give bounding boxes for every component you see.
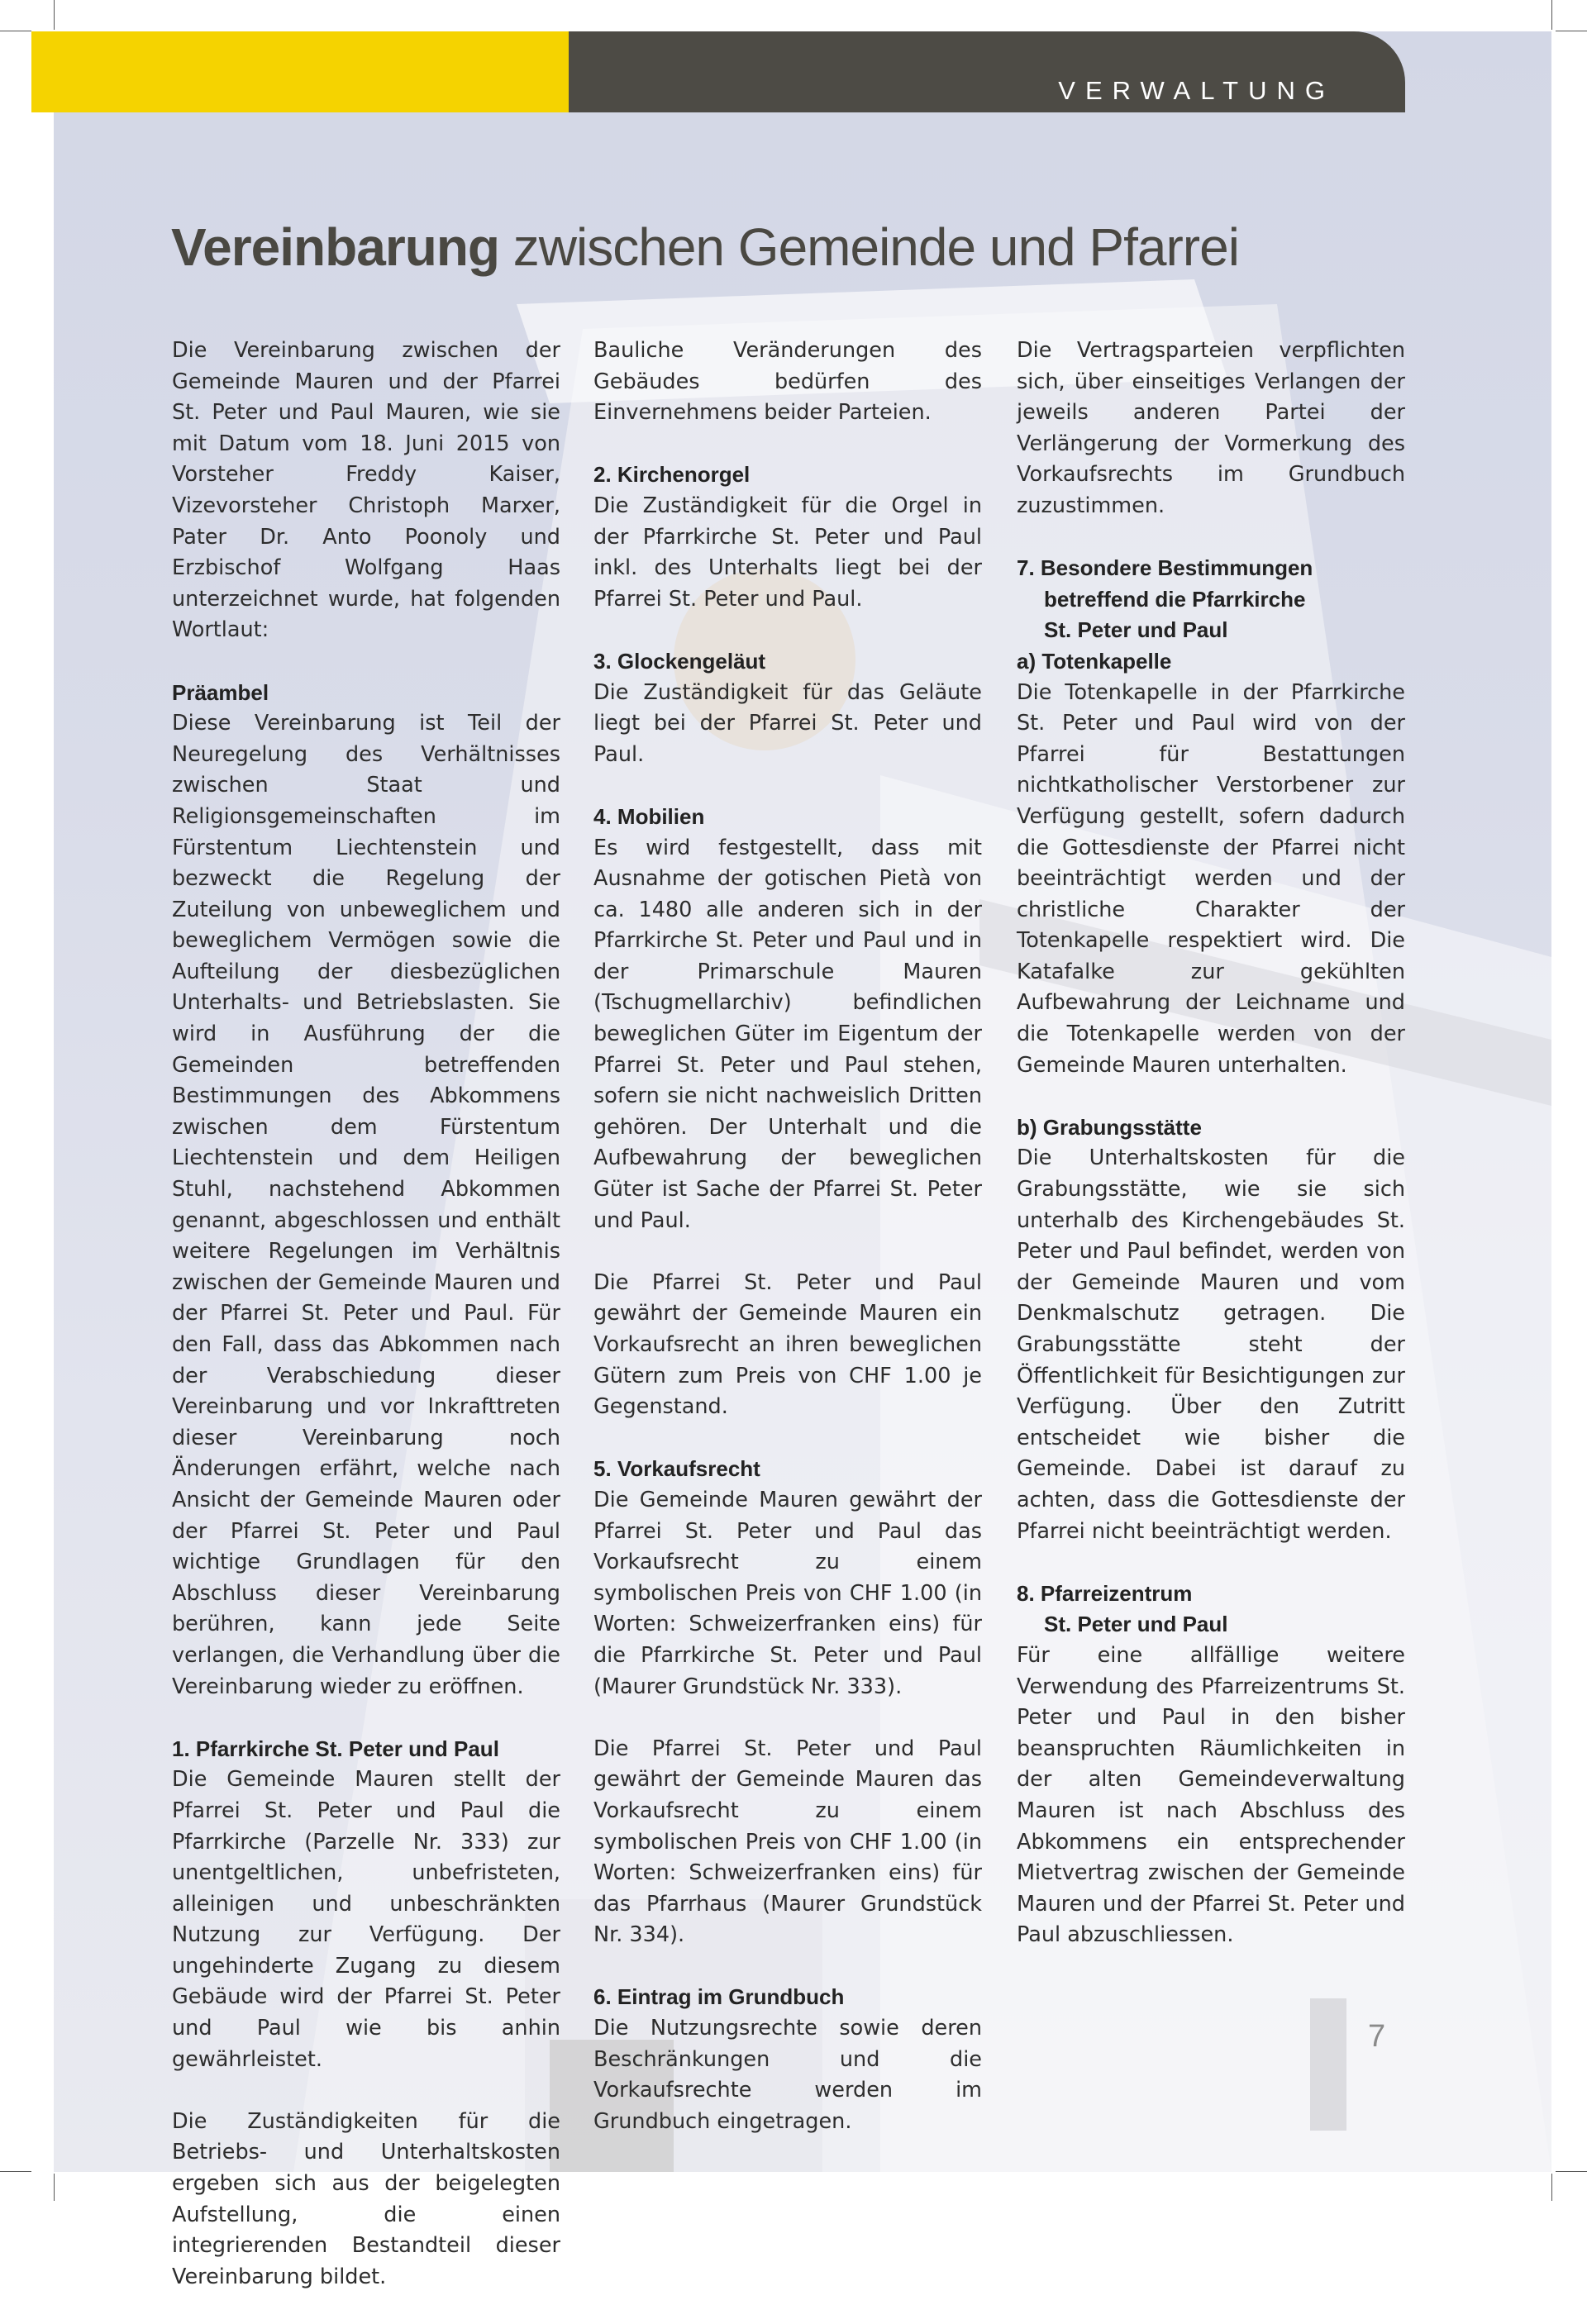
section-heading: b) Grabungsstätte xyxy=(1017,1114,1202,1140)
section-header-bar xyxy=(569,31,1405,112)
section-heading-line: 8. Pfarreizentrum xyxy=(1017,1580,1193,1606)
page-title xyxy=(171,217,1239,278)
crop-mark xyxy=(1551,2174,1552,2201)
paragraph: Die Pfarrei St. Peter und Paul gewährt der Gemeinde Mauren das Vorkaufsrecht zu einem symbolischen Preis von CHF 1.00 (in Worten: Schweizerfranken eins) für das Pfarrhaus (Maurer Grundstück Nr. 334). xyxy=(593,1736,982,1948)
crop-mark xyxy=(0,2171,31,2172)
section-heading: a) Totenkapelle xyxy=(1017,648,1172,674)
paragraph: Die Gemeinde Mauren stellt der Pfarrei St. Peter und Paul die Pfarrkirche (Parzelle Nr. 333) zur unentgeltlichen, unbefristeten, alleinigen und unbeschränkten Nutzung zur Verfügung. Der ungehinderte Zugang zu diesem Gebäude wird der Pfarrei St. Peter und Paul wie bis anhin gewährleistet. xyxy=(172,1767,560,2072)
paragraph: Die Vertragsparteien verpflichten sich, über einseitiges Verlangen der jeweils anderen Partei der Verlängerung der Vormerkung des Vorkaufsrechts im Grundbuch zuzustimmen. xyxy=(1017,338,1405,518)
crop-mark xyxy=(54,2174,55,2201)
text-column-3 xyxy=(1017,336,1405,1982)
paragraph: Die Totenkapelle in der Pfarrkirche St. Peter und Paul wird von der Pfarrei für Bestattungen nichtkatholischer Verstorbener zur Verfügung gestellt, sofern dadurch die Gottesdienste der Pfarrei nicht beeinträchtigt werden und der christliche Charakter der Totenkapelle respektiert wird. Die Katafalke zur gekühlten Aufbewahrung der Leichname und die Totenkapelle werden von der Gemeinde Mauren unterhalten. xyxy=(1017,679,1405,1078)
paragraph: Die Pfarrei St. Peter und Paul gewährt der Gemeinde Mauren ein Vorkaufsrecht an ihren beweglichen Gütern zum Preis von CHF 1.00 je Gegenstand. xyxy=(593,1269,982,1420)
section-label: VERWALTUNG xyxy=(1058,76,1335,105)
section-heading-line: betreffend die Pfarrkirche xyxy=(1044,586,1306,612)
section-heading: 3. Glockengeläut xyxy=(593,648,766,674)
page-title-bold: Vereinbarung xyxy=(171,217,499,277)
paragraph: Diese Vereinbarung ist Teil der Neuregelung des Verhältnisses zwischen Staat und Religionsgemeinschaften im Fürstentum Liechtenstein und bezweckt die Regelung der Zuteilung von unbeweglichem und beweglichem Vermögen sowie die Aufteilung der diesbezüglichen Unterhalts- und Betriebslasten. Sie wird in Ausführung der die Gemeinden betreffenden Bestimmungen des Abkommens zwischen dem Fürstentum Liechtenstein und dem Heiligen Stuhl, nachstehend Abkommen genannt, abgeschlossen und enthält weitere Regelungen im Verhältnis zwischen der Gemeinde Mauren und der Pfarrei St. Peter und Paul. Für den Fall, dass das Abkommen nach der Verabschiedung dieser Vereinbarung und vor Inkrafttreten dieser Vereinbarung noch Änderungen erfährt, welche nach Ansicht der Gemeinde Mauren oder der Pfarrei St. Peter und Paul wichtige Grundlagen für den Abschluss dieser Vereinbarung berühren, kann jede Seite verlangen, die Verhandlung über die Vereinbarung wieder zu eröffnen. xyxy=(172,711,560,1699)
section-heading: 1. Pfarrkirche St. Peter und Paul xyxy=(172,1736,499,1761)
crop-mark xyxy=(1551,0,1552,30)
paragraph: Die Nutzungsrechte sowie deren Beschränkungen und die Vorkaufsrechte werden im Grundbuch eingetragen. xyxy=(593,2016,982,2134)
paragraph: Die Unterhaltskosten für die Grabungsstätte, wie sie sich unterhalb des Kirchengebäudes St. Peter und Paul befindet, werden von der Gemeinde Mauren und vom Denkmalschutz getragen. Die Grabungsstätte steht der Öffentlichkeit für Besichtigungen zur Verfügung. Über den Zutritt entscheidet wie bisher die Gemeinde. Dabei ist darauf zu achten, dass die Gottesdienste der Pfarrei nicht beeinträchtigt werden. xyxy=(1017,1145,1405,1544)
section-heading-line: St. Peter und Paul xyxy=(1044,617,1228,643)
paragraph: Für eine allfällige weitere Verwendung des Pfarreizentrums St. Peter und Paul in den bisher beanspruchten Räumlichkeiten in der alten Gemeindeverwaltung Mauren ist nach Abschluss des Abkommens ein entsprechender Mietvertrag zwischen der Gemeinde Mauren und der Pfarrei St. Peter und Paul abzuschliessen. xyxy=(1017,1642,1405,1948)
paragraph: Die Zuständigkeit für das Geläute liegt bei der Pfarrei St. Peter und Paul. xyxy=(593,679,982,767)
page-number: 7 xyxy=(1368,2019,1386,2054)
paragraph: Die Zuständigkeit für die Orgel in der Pfarrkirche St. Peter und Paul inkl. des Unterhalts liegt bei der Pfarrei St. Peter und Paul. xyxy=(593,493,982,612)
section-heading: 5. Vorkaufsrecht xyxy=(593,1456,760,1482)
text-column-1 xyxy=(172,336,560,2324)
paragraph: Die Vereinbarung zwischen der Gemeinde Mauren und der Pfarrei St. Peter und Paul Mauren, wie sie mit Datum vom 18. Juni 2015 von Vorsteher Freddy Kaiser, Vizevorsteher Christoph Marxer, Pater Dr. Anto Poonoly und Erzbischof Wolfgang Haas unterzeichnet wurde, hat folgenden Wortlaut: xyxy=(172,338,560,643)
section-heading-line: St. Peter und Paul xyxy=(1044,1612,1228,1637)
section-heading xyxy=(1017,553,1405,646)
crop-mark xyxy=(1556,2171,1587,2172)
section-heading: 2. Kirchenorgel xyxy=(593,462,751,488)
section-heading: 6. Eintrag im Grundbuch xyxy=(593,1984,845,2010)
accent-bar xyxy=(31,31,569,112)
section-heading-line: 7. Besondere Bestimmungen xyxy=(1017,555,1313,581)
paragraph: Es wird festgestellt, dass mit Ausnahme der gotischen Pietà von ca. 1480 alle anderen sich in der Pfarrkirche St. Peter und Paul und in der Primarschule Mauren (Tschugmellarchiv) befindlichen beweglichen Güter im Eigentum der Pfarrei St. Peter und Paul stehen, sofern sie nicht nachweislich Dritten gehören. Der Unterhalt und die Aufbewahrung der beweglichen Güter ist Sache der Pfarrei St. Peter und Paul. xyxy=(593,835,982,1233)
text-column-2 xyxy=(593,336,982,2169)
section-heading: Präambel xyxy=(172,679,269,705)
crop-mark xyxy=(54,0,55,30)
section-heading: 4. Mobilien xyxy=(593,803,705,829)
paragraph: Die Gemeinde Mauren gewährt der Pfarrei St. Peter und Paul das Vorkaufsrecht zu einem symbolischen Preis von CHF 1.00 (in Worten: Schweizerfranken eins) für die Pfarrkirche St. Peter und Paul (Maurer Grundstück Nr. 333). xyxy=(593,1487,982,1699)
paragraph: Bauliche Veränderungen des Gebäudes bedürfen des Einvernehmens beider Parteien. xyxy=(593,338,982,426)
paragraph: Die Zuständigkeiten für die Betriebs- und Unterhaltskosten ergeben sich aus der beigelegten Aufstellung, die einen integrierenden Bestandteil dieser Vereinbarung bildet. xyxy=(172,2108,560,2289)
page-title-rest: zwischen Gemeinde und Pfarrei xyxy=(499,217,1239,277)
section-heading xyxy=(1017,1579,1405,1641)
